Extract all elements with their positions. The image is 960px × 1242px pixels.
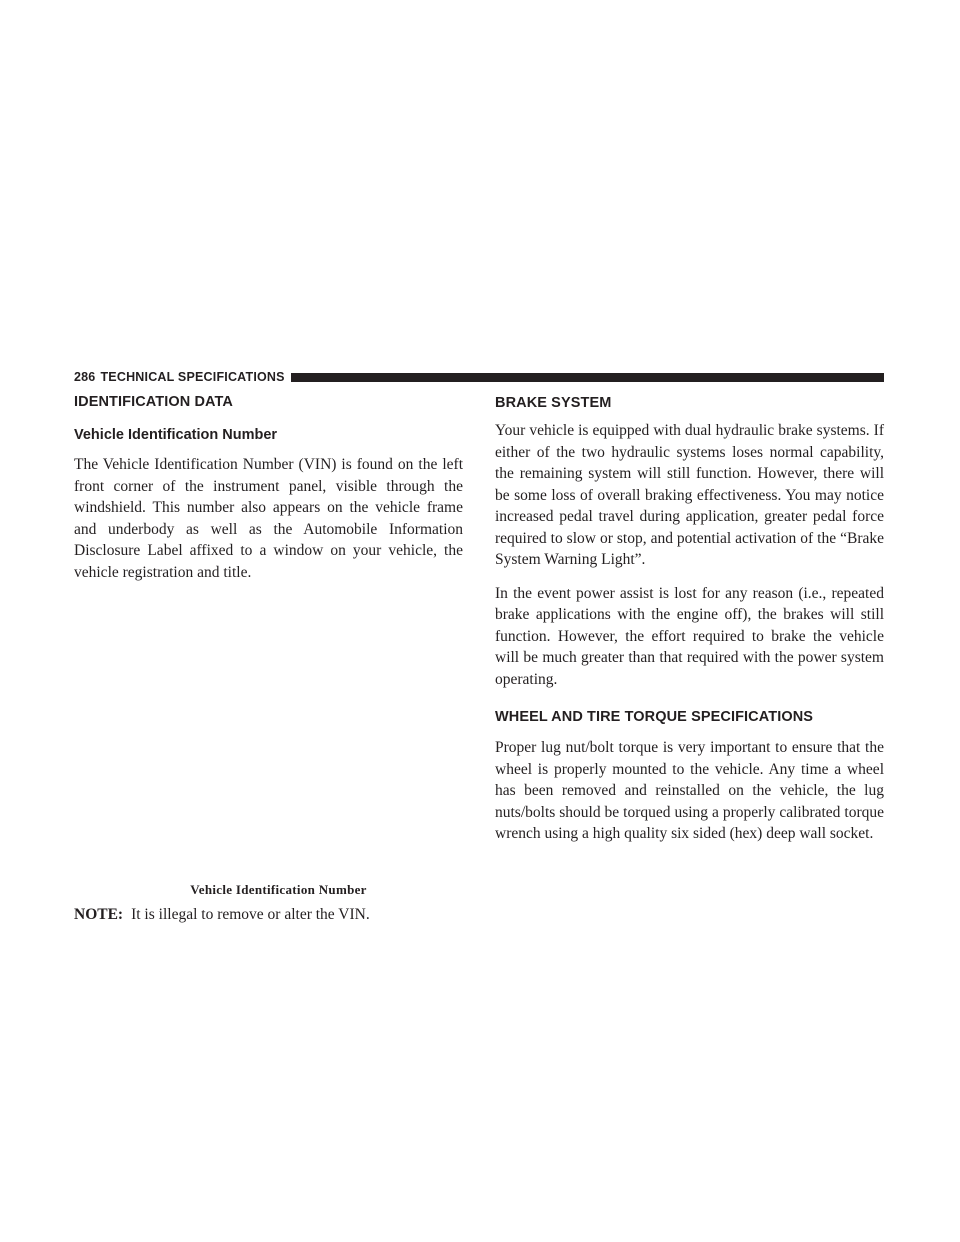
section-title: TECHNICAL SPECIFICATIONS [100,370,285,384]
right-column [495,392,884,845]
vin-subheading: Vehicle Identification Number [74,427,278,443]
vin-figure-area [74,583,463,881]
identification-data-heading: IDENTIFICATION DATA [74,394,233,410]
note [74,904,463,926]
left-column [74,392,463,926]
page-number: 286 [74,370,96,384]
running-header [74,369,884,385]
wheel-torque-heading: WHEEL AND TIRE TORQUE SPECIFICATIONS [495,709,814,725]
figure-caption: Vehicle Identification Number [190,882,367,897]
note-text: It is illegal to remove or alter the VIN. [131,906,370,923]
note-label: NOTE: [74,906,124,923]
header-rule [291,373,884,382]
vin-paragraph: The Vehicle Identification Number (VIN) is found on the left front corner of the instrument panel, visible through the windshield. This number also appears on the vehicle frame and underbody as well as the Automobile Information Disclosure Label affixed to a window on your vehicle, the vehicle registration and title. [74,456,463,581]
brake-paragraph-2: In the event power assist is lost for any reason (i.e., repeated brake applications with the engine off), the brakes will still function. However, the effort required to brake the vehicle will be much greater than that required with the power system operating. [495,584,884,688]
brake-system-heading: BRAKE SYSTEM [495,395,612,411]
brake-paragraph-1: Your vehicle is equipped with dual hydraulic brake systems. If either of the two hydraulic systems loses normal capability, the remaining system will still function. However, there will be some loss of overall braking effectiveness. You may notice increased pedal travel during application, greater pedal force required to slow or stop, and potential activation of the “Brake System Warning Light”. [495,422,884,568]
torque-paragraph: Proper lug nut/bolt torque is very important to ensure that the wheel is properly mounted to the vehicle. Any time a wheel has been removed and reinstalled on the vehicle, the lug nuts/bolts should be torqued using a properly calibrated torque wrench using a high quality six sided (hex) deep wall socket. [495,739,884,842]
